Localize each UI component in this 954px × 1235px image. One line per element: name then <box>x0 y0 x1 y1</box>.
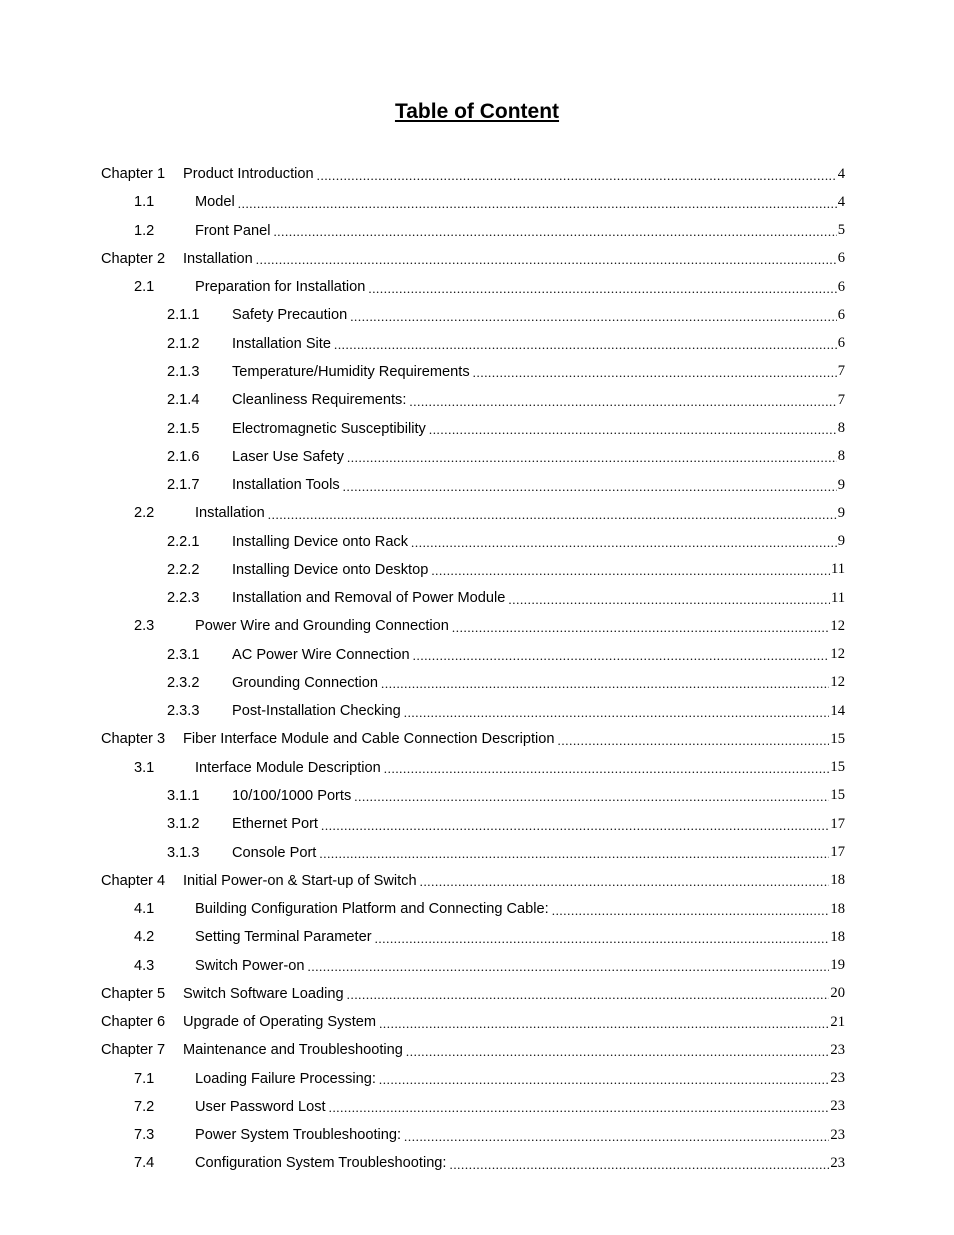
toc-entry-number: 2.1.2 <box>167 335 200 352</box>
dot-leader <box>413 649 830 662</box>
toc-entry-number: 7.1 <box>134 1070 155 1087</box>
toc-entry-title: 10/100/1000 Ports <box>232 787 352 804</box>
dot-leader <box>473 366 837 379</box>
toc-entry-page-number: 23 <box>830 1041 845 1058</box>
toc-entry[interactable] <box>101 443 845 471</box>
toc-entry-page-number: 12 <box>830 674 845 691</box>
toc-entry-page-number: 19 <box>830 957 845 974</box>
dot-leader <box>350 310 837 323</box>
toc-entry-number: 2.3.3 <box>167 703 200 720</box>
toc-entry-page-number: 20 <box>830 985 845 1002</box>
toc-entry-title: Installation <box>183 250 253 267</box>
toc-entry-page-number: 23 <box>830 1070 845 1087</box>
toc-entry[interactable] <box>101 1121 845 1149</box>
toc-entry-page-number: 4 <box>837 193 845 210</box>
toc-entry[interactable] <box>101 1008 845 1036</box>
dot-leader <box>508 593 830 606</box>
dot-leader <box>317 169 837 182</box>
toc-entry-number: 3.1.1 <box>167 787 200 804</box>
toc-entry[interactable] <box>101 358 845 386</box>
toc-entry[interactable] <box>101 471 845 499</box>
toc-entry[interactable] <box>101 584 845 612</box>
dot-leader <box>449 1158 829 1171</box>
toc-entry-page-number: 15 <box>830 730 845 747</box>
dot-leader <box>404 1130 829 1143</box>
toc-entry-page-number: 6 <box>837 250 845 267</box>
toc-entry-page-number: 23 <box>830 1154 845 1171</box>
dot-leader <box>384 762 830 775</box>
dot-leader <box>268 508 837 521</box>
dot-leader <box>552 904 830 917</box>
toc-entry-number: Chapter 4 <box>101 872 166 889</box>
toc-entry-title: Setting Terminal Parameter <box>195 929 372 946</box>
toc-entry-number: 3.1.3 <box>167 844 200 861</box>
toc-entry-page-number: 8 <box>837 448 845 465</box>
dot-leader <box>404 706 830 719</box>
toc-entry-number: 2.1.4 <box>167 392 200 409</box>
toc-entry-title: Power System Troubleshooting: <box>195 1127 402 1144</box>
toc-entry-number: 7.4 <box>134 1155 155 1172</box>
toc-entry-title: Configuration System Troubleshooting: <box>195 1155 447 1172</box>
toc-entry[interactable] <box>101 556 845 584</box>
toc-entry-number: 7.2 <box>134 1098 155 1115</box>
toc-entry[interactable] <box>101 782 845 810</box>
dot-leader <box>334 338 837 351</box>
toc-entry-title: Cleanliness Requirements: <box>232 392 407 409</box>
toc-entry-number: Chapter 7 <box>101 1042 166 1059</box>
toc-entry-number: 2.3.2 <box>167 674 200 691</box>
toc-entry-title: Switch Software Loading <box>183 985 344 1002</box>
toc-entry[interactable] <box>101 273 845 301</box>
toc-entry[interactable] <box>101 414 845 442</box>
dot-leader <box>375 932 830 945</box>
toc-entry[interactable] <box>101 499 845 527</box>
dot-leader <box>347 988 830 1001</box>
toc-entry[interactable] <box>101 980 845 1008</box>
toc-entry-title: Installation Site <box>232 335 331 352</box>
toc-entry-title: Product Introduction <box>183 166 314 183</box>
toc-entry[interactable] <box>101 754 845 782</box>
toc-entry-number: 4.2 <box>134 929 155 946</box>
toc-entry[interactable] <box>101 867 845 895</box>
toc-entry-title: AC Power Wire Connection <box>232 646 410 663</box>
dot-leader <box>329 1101 830 1114</box>
dot-leader <box>409 395 836 408</box>
toc-entry-number: Chapter 5 <box>101 985 166 1002</box>
toc-entry[interactable] <box>101 245 845 273</box>
toc-entry-number: 3.1.2 <box>167 816 200 833</box>
toc-entry-page-number: 17 <box>830 815 845 832</box>
toc-entry-number: 1.1 <box>134 194 155 211</box>
dot-leader <box>238 197 837 210</box>
dot-leader <box>379 1073 830 1086</box>
toc-entry-title: Building Configuration Platform and Connecting Cable: <box>195 901 549 918</box>
toc-entry-page-number: 14 <box>830 702 845 719</box>
dot-leader <box>429 423 837 436</box>
toc-entry-number: 2.1.3 <box>167 363 200 380</box>
toc-entry[interactable] <box>101 1149 845 1177</box>
toc-entry-number: 2.1.6 <box>167 448 200 465</box>
toc-entry-page-number: 7 <box>837 391 845 408</box>
toc-entry-number: Chapter 6 <box>101 1014 166 1031</box>
toc-entry[interactable] <box>101 527 845 555</box>
toc-entry-number: 2.1.5 <box>167 420 200 437</box>
toc-entry-title: Ethernet Port <box>232 816 318 833</box>
toc-entry[interactable] <box>101 641 845 669</box>
dot-leader <box>321 819 829 832</box>
toc-entry[interactable] <box>101 1036 845 1064</box>
toc-entry[interactable] <box>101 1065 845 1093</box>
page-title: Table of Content <box>394 100 560 123</box>
toc-entry-number: Chapter 2 <box>101 250 166 267</box>
toc-entry[interactable] <box>101 725 845 753</box>
toc-entry-title: Installation and Removal of Power Module <box>232 590 506 607</box>
dot-leader <box>308 960 830 973</box>
dot-leader <box>256 253 837 266</box>
toc-entry-number: 2.3 <box>134 618 155 635</box>
toc-entry-page-number: 12 <box>830 617 845 634</box>
toc-entry-page-number: 15 <box>830 759 845 776</box>
toc-entry[interactable] <box>101 810 845 838</box>
toc-entry-page-number: 18 <box>830 928 845 945</box>
dot-leader <box>411 536 837 549</box>
toc-entry-title: Installation <box>195 505 265 522</box>
toc-entry-page-number: 7 <box>837 363 845 380</box>
toc-entry-number: 2.2.3 <box>167 590 200 607</box>
dot-leader <box>420 875 830 888</box>
toc-entry-number: 2.2 <box>134 505 155 522</box>
toc-entry-page-number: 12 <box>830 646 845 663</box>
toc-entry[interactable] <box>101 188 845 216</box>
toc-entry-page-number: 11 <box>830 589 845 606</box>
dot-leader <box>452 621 829 634</box>
toc-entry-page-number: 17 <box>830 844 845 860</box>
toc-entry[interactable] <box>101 386 845 414</box>
toc-entry-title: Model <box>195 194 235 211</box>
toc-entry[interactable] <box>101 301 845 329</box>
toc-entry-page-number: 6 <box>837 335 845 352</box>
toc-entry-number: 3.1 <box>134 759 155 776</box>
toc-entry-title: Installing Device onto Rack <box>232 533 409 550</box>
toc-entry-title: Safety Precaution <box>232 307 348 324</box>
toc-entry[interactable] <box>101 951 845 979</box>
toc-entry-title: Installation Tools <box>232 477 340 494</box>
dot-leader <box>354 790 829 803</box>
toc-entry-page-number: 23 <box>830 1098 845 1115</box>
toc-entry-title: Preparation for Installation <box>195 279 366 296</box>
toc-entry-title: Interface Module Description <box>195 759 381 776</box>
toc-entry-page-number: 5 <box>837 222 845 239</box>
toc-entry[interactable] <box>101 923 845 951</box>
toc-entry-title: User Password Lost <box>195 1098 326 1115</box>
toc-entry-number: 7.3 <box>134 1127 155 1144</box>
toc-entry-page-number: 6 <box>837 306 845 323</box>
dot-leader <box>431 564 830 577</box>
toc-entry-number: 2.3.1 <box>167 646 200 663</box>
toc-entry-title: Electromagnetic Susceptibility <box>232 420 426 437</box>
toc-entry[interactable] <box>101 669 845 697</box>
toc-entry[interactable] <box>101 697 845 725</box>
toc-entry-page-number: 21 <box>830 1013 845 1030</box>
toc-entry-title: Console Port <box>232 844 317 861</box>
toc-entry[interactable] <box>101 330 845 358</box>
toc-entry-title: Temperature/Humidity Requirements <box>232 363 470 380</box>
toc-entry[interactable] <box>101 895 845 923</box>
toc-entry[interactable] <box>101 217 845 245</box>
toc-entry-number: Chapter 1 <box>101 166 166 183</box>
toc-entry-page-number: 9 <box>837 504 845 521</box>
toc-entry-number: 4.1 <box>134 901 155 918</box>
toc-entry[interactable] <box>101 160 845 188</box>
toc-entry[interactable] <box>101 838 845 866</box>
dot-leader <box>273 225 836 238</box>
toc-entry-title: Laser Use Safety <box>232 448 344 465</box>
toc-entry-title: Installing Device onto Desktop <box>232 561 429 578</box>
dot-leader <box>379 1017 829 1030</box>
toc-entry-page-number: 15 <box>830 787 845 804</box>
toc-entry-page-number: 23 <box>830 1126 845 1143</box>
toc-entry-title: Maintenance and Troubleshooting <box>183 1042 403 1059</box>
toc-entry-title: Initial Power-on & Start-up of Switch <box>183 872 417 889</box>
toc-entry-title: Power Wire and Grounding Connection <box>195 618 449 635</box>
dot-leader <box>319 847 829 860</box>
toc-entry-number: 4.3 <box>134 957 155 974</box>
toc-entry-title: Post-Installation Checking <box>232 703 401 720</box>
toc-entry-number: 2.1.1 <box>167 307 200 324</box>
toc-entry-number: 1.2 <box>134 222 155 239</box>
toc-entry[interactable] <box>101 612 845 640</box>
dot-leader <box>368 282 836 295</box>
toc-entry-page-number: 6 <box>837 278 845 295</box>
table-of-contents <box>101 160 845 1178</box>
dot-leader <box>381 677 829 690</box>
toc-entry-title: Grounding Connection <box>232 674 379 691</box>
toc-entry-page-number: 11 <box>830 561 845 578</box>
toc-entry-title: Front Panel <box>195 222 271 239</box>
toc-entry-number: Chapter 3 <box>101 731 166 748</box>
toc-entry-title: Switch Power-on <box>195 957 305 974</box>
dot-leader <box>406 1045 830 1058</box>
toc-entry-number: 2.1.7 <box>167 477 200 494</box>
dot-leader <box>347 451 837 464</box>
toc-entry-number: 2.2.2 <box>167 561 200 578</box>
toc-entry[interactable] <box>101 1093 845 1121</box>
dot-leader <box>343 480 837 493</box>
toc-entry-title: Fiber Interface Module and Cable Connection Description <box>183 731 555 748</box>
toc-entry-title: Upgrade of Operating System <box>183 1014 377 1031</box>
dot-leader <box>558 734 830 747</box>
toc-entry-title: Loading Failure Processing: <box>195 1070 376 1087</box>
toc-entry-number: 2.1 <box>134 279 155 296</box>
toc-entry-page-number: 18 <box>830 900 845 917</box>
toc-entry-page-number: 9 <box>837 533 845 550</box>
toc-entry-page-number: 4 <box>837 165 845 182</box>
toc-entry-number: 2.2.1 <box>167 533 200 550</box>
toc-entry-page-number: 9 <box>837 476 845 493</box>
toc-entry-page-number: 8 <box>837 420 845 437</box>
toc-entry-page-number: 18 <box>830 872 845 889</box>
